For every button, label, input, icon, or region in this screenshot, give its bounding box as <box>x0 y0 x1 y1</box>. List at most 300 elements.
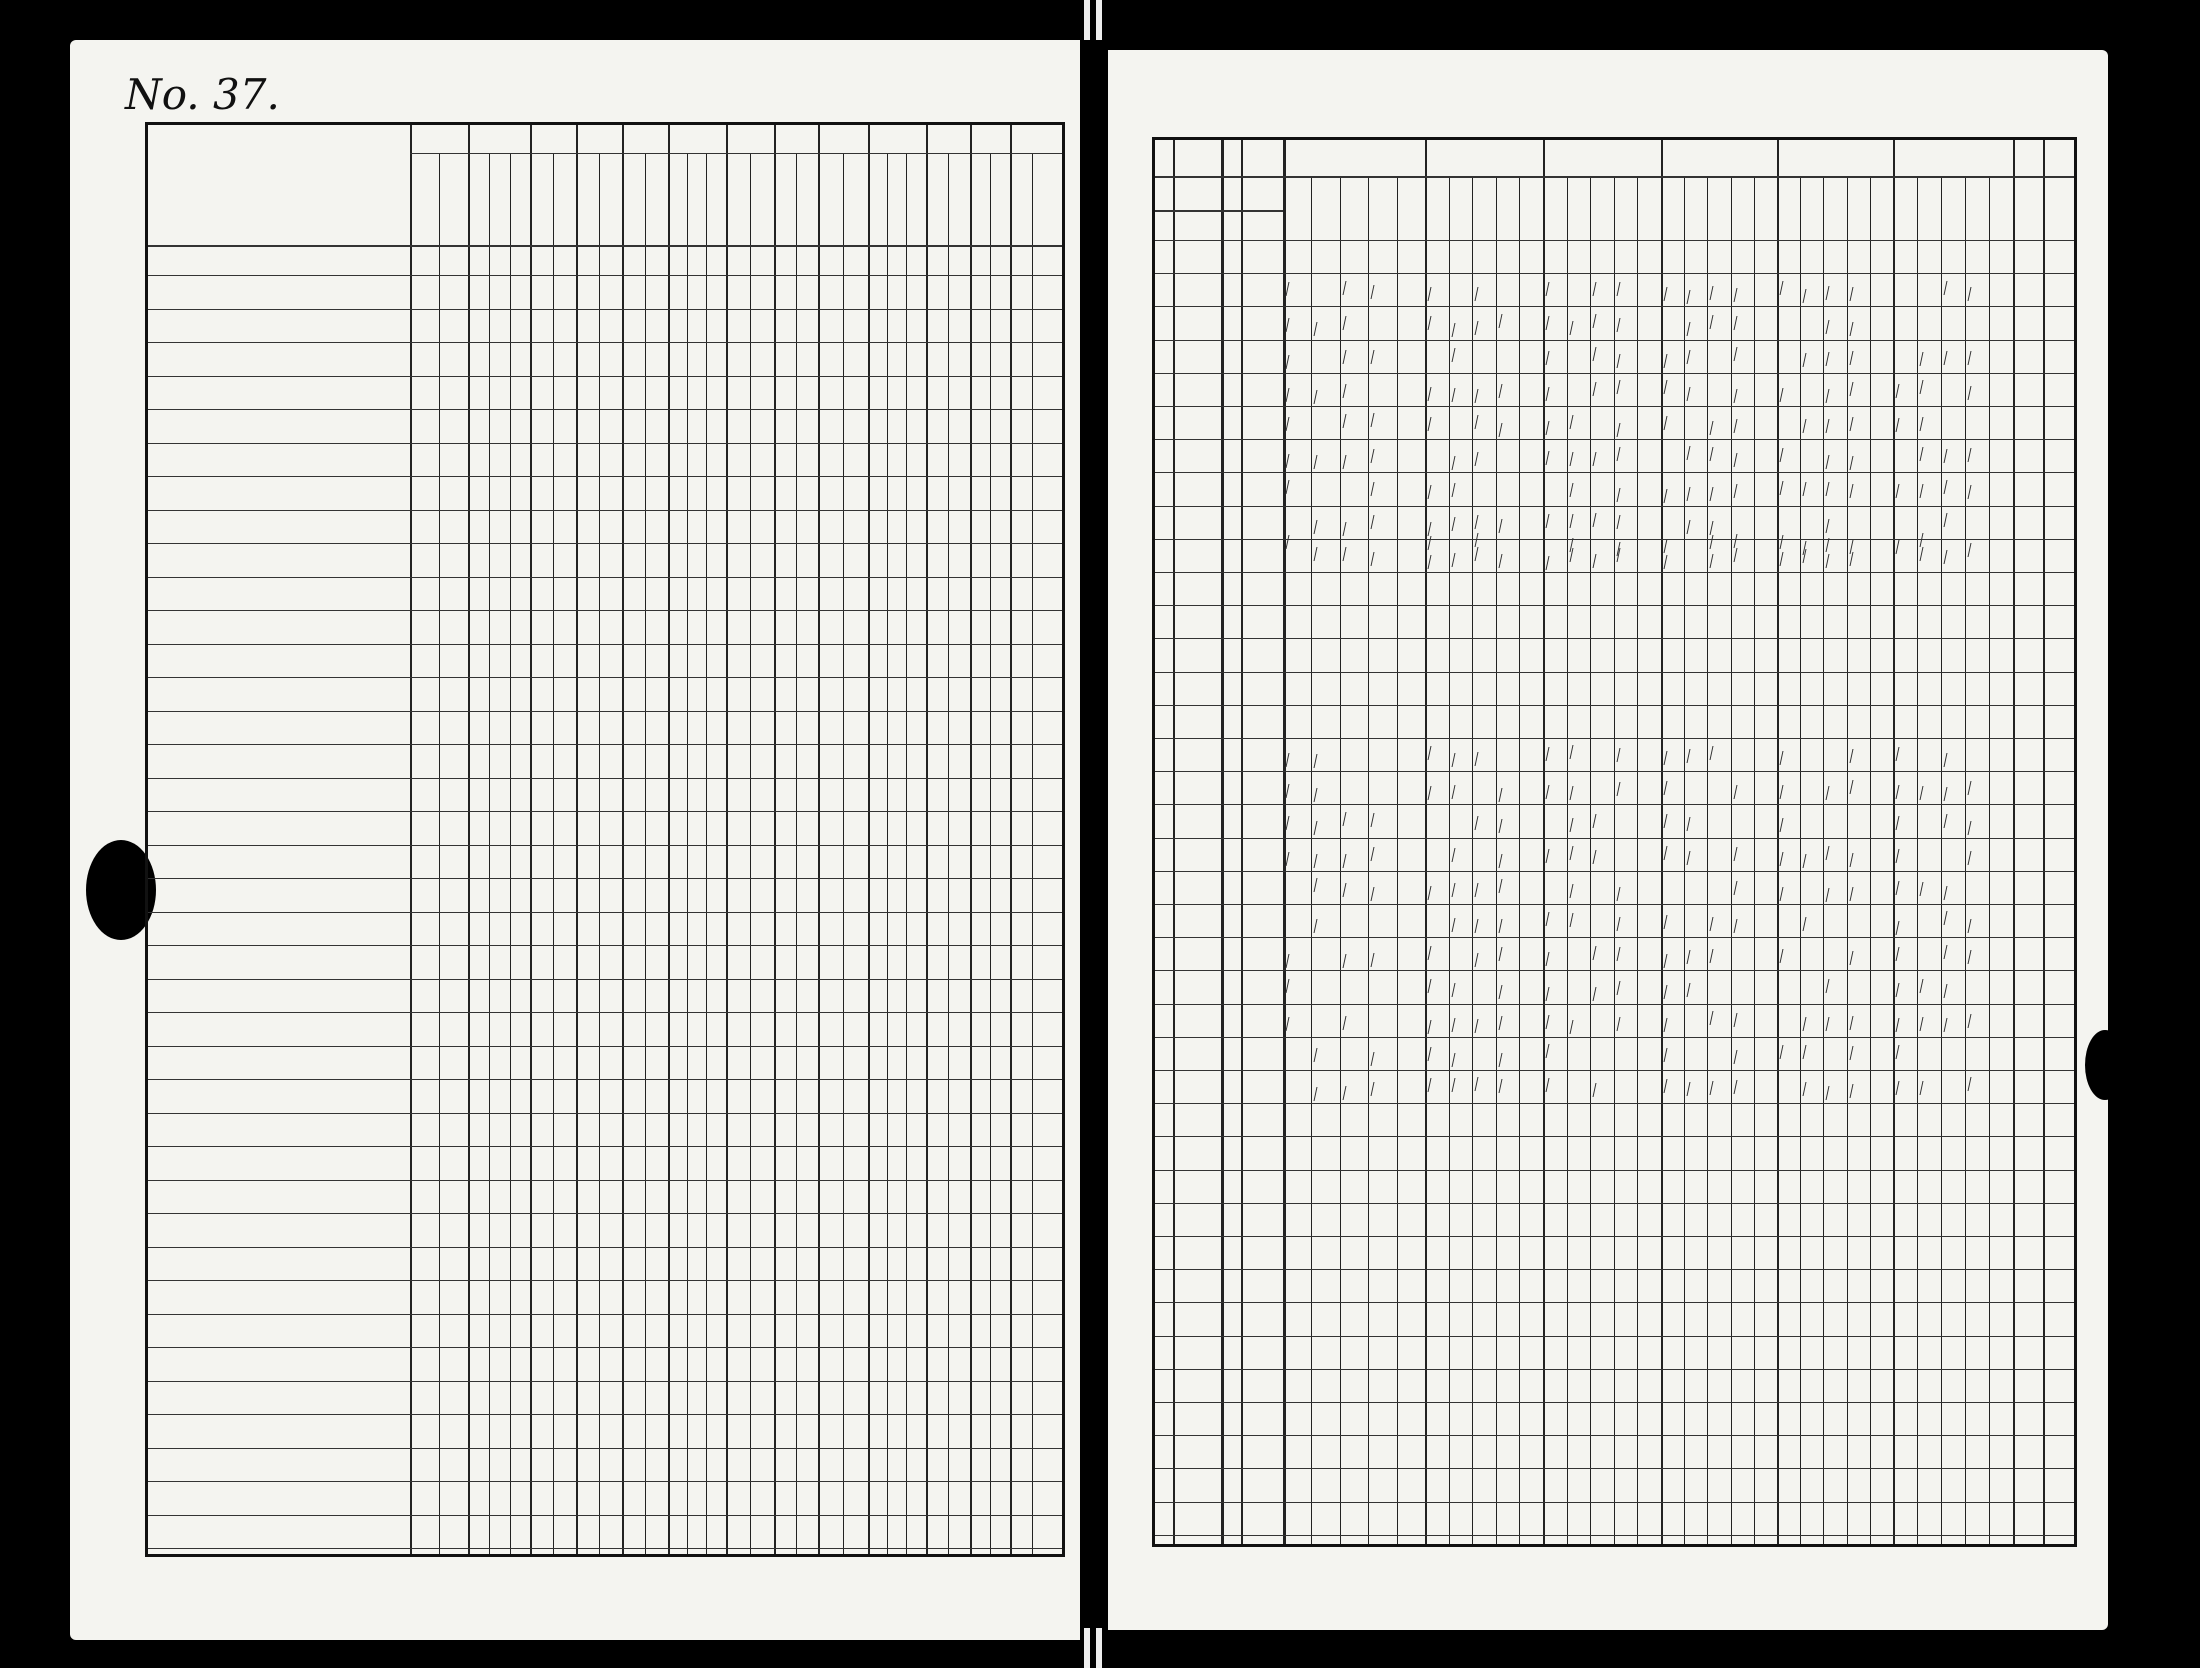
tally-mark <box>1710 917 1724 931</box>
tally-mark <box>1593 452 1607 466</box>
tally-mark <box>1546 987 1560 1001</box>
row-rule <box>148 610 1062 611</box>
tally-mark <box>1849 887 1863 901</box>
tally-mark <box>1498 384 1512 398</box>
tally-mark <box>1286 388 1300 402</box>
tally-mark <box>1371 350 1385 364</box>
tally-mark <box>1710 315 1724 329</box>
tally-mark <box>1849 1016 1863 1030</box>
row-rule <box>148 1414 1062 1415</box>
tally-mark <box>1616 380 1630 394</box>
tally-mark <box>1733 847 1747 861</box>
year-sub-rule <box>1917 176 1918 1544</box>
tally-mark <box>1664 489 1678 503</box>
year-sub-rule <box>1847 176 1848 1544</box>
sub-column-rule <box>510 153 511 1554</box>
row-rule <box>148 845 1062 846</box>
tally-mark <box>1428 522 1442 536</box>
tally-mark <box>1286 480 1300 494</box>
tally-mark <box>1314 455 1328 469</box>
tally-mark <box>1826 352 1840 366</box>
tally-mark <box>1920 417 1934 431</box>
tally-mark <box>1475 883 1489 897</box>
row-rule <box>148 945 1062 946</box>
tally-mark <box>1968 543 1982 557</box>
tally-mark <box>1546 316 1560 330</box>
tally-mark <box>1687 983 1701 997</box>
tally-mark <box>1593 946 1607 960</box>
tally-mark <box>1314 878 1328 892</box>
tally-mark <box>1498 854 1512 868</box>
spine-mark <box>1096 1628 1102 1668</box>
tally-mark <box>1593 347 1607 361</box>
tally-mark <box>1286 454 1300 468</box>
tally-mark <box>1498 819 1512 833</box>
tally-mark <box>1733 316 1747 330</box>
row-rule <box>1155 871 2074 872</box>
tally-mark <box>1896 418 1910 432</box>
tally-mark <box>1546 421 1560 435</box>
tally-mark <box>1616 1017 1630 1031</box>
tally-mark <box>1826 389 1840 403</box>
tally-mark <box>1896 881 1910 895</box>
year-sub-rule <box>1707 176 1708 1544</box>
tally-mark <box>1475 752 1489 766</box>
tally-mark <box>1498 985 1512 999</box>
tally-mark <box>1569 1020 1583 1034</box>
tally-mark <box>1944 480 1958 494</box>
tally-mark <box>1968 386 1982 400</box>
tally-mark <box>1286 318 1300 332</box>
row-rule <box>1155 273 2074 274</box>
tally-mark <box>1314 821 1328 835</box>
tally-mark <box>1710 746 1724 760</box>
row-rule <box>148 979 1062 980</box>
tally-mark <box>1803 1017 1817 1031</box>
tally-mark <box>1569 514 1583 528</box>
tally-mark <box>1342 522 1356 536</box>
tally-mark <box>1896 1018 1910 1032</box>
row-rule <box>1155 771 2074 772</box>
spine-mark <box>1096 0 1102 40</box>
tally-mark <box>1664 380 1678 394</box>
tally-mark <box>1546 351 1560 365</box>
tally-mark <box>1286 954 1300 968</box>
tally-mark <box>1968 351 1982 365</box>
tally-mark <box>1286 753 1300 767</box>
row-rule <box>148 1548 1062 1549</box>
row-rule <box>1155 638 2074 639</box>
row-rule <box>148 1515 1062 1516</box>
year-sub-rule <box>1731 176 1732 1544</box>
column-rule <box>926 125 928 1554</box>
tally-mark <box>1286 355 1300 369</box>
tally-mark <box>1475 547 1489 561</box>
tally-mark <box>1475 919 1489 933</box>
tally-mark <box>1616 887 1630 901</box>
tally-mark <box>1944 753 1958 767</box>
tally-mark <box>1475 533 1489 547</box>
tally-mark <box>1286 535 1300 549</box>
tally-mark <box>1546 387 1560 401</box>
tally-mark <box>1780 1045 1794 1059</box>
tally-mark <box>1733 484 1747 498</box>
row-rule <box>1155 1369 2074 1370</box>
sub-column-rule <box>990 153 991 1554</box>
tally-mark <box>1920 533 1934 547</box>
row-rule <box>1155 605 2074 606</box>
tally-mark <box>1593 314 1607 328</box>
tally-mark <box>1475 287 1489 301</box>
row-rule <box>148 1381 1062 1382</box>
tally-mark <box>1286 784 1300 798</box>
tally-mark <box>1546 556 1560 570</box>
tally-mark <box>1733 347 1747 361</box>
sub-column-rule <box>706 153 707 1554</box>
tally-mark <box>1664 416 1678 430</box>
tally-mark <box>1451 553 1465 567</box>
tally-mark <box>1944 1018 1958 1032</box>
tally-mark <box>1733 534 1747 548</box>
row-rule <box>1155 406 2074 407</box>
tally-mark <box>1896 384 1910 398</box>
row-rule <box>1155 1269 2074 1270</box>
tally-mark <box>1826 538 1840 552</box>
tally-mark <box>1803 353 1817 367</box>
sub-column-rule <box>645 153 646 1554</box>
tally-mark <box>1664 1048 1678 1062</box>
tally-mark <box>1849 417 1863 431</box>
row-rule <box>1155 1502 2074 1503</box>
row-rule <box>1155 904 2074 905</box>
tally-mark <box>1780 535 1794 549</box>
tally-mark <box>1968 287 1982 301</box>
tally-mark <box>1826 786 1840 800</box>
tally-mark <box>1546 912 1560 926</box>
column-rule <box>774 125 776 1554</box>
tally-mark <box>1498 314 1512 328</box>
tally-mark <box>1593 814 1607 828</box>
tally-mark <box>1664 354 1678 368</box>
tally-mark <box>1616 947 1630 961</box>
tally-mark <box>1826 482 1840 496</box>
row-rule <box>1155 1136 2074 1137</box>
tally-mark <box>1803 419 1817 433</box>
tally-mark <box>1314 322 1328 336</box>
tally-mark <box>1475 1077 1489 1091</box>
tally-mark <box>1616 423 1630 437</box>
row-rule <box>1155 1468 2074 1469</box>
tally-mark <box>1314 390 1328 404</box>
tally-mark <box>1710 521 1724 535</box>
tally-mark <box>1968 821 1982 835</box>
tally-mark <box>1546 849 1560 863</box>
tally-mark <box>1286 1017 1300 1031</box>
tally-mark <box>1451 918 1465 932</box>
tally-mark <box>1342 812 1356 826</box>
tally-mark <box>1896 1081 1910 1095</box>
tally-mark <box>1687 817 1701 831</box>
tally-mark <box>1664 1079 1678 1093</box>
tally-mark <box>1314 1048 1328 1062</box>
tally-mark <box>1968 1014 1982 1028</box>
sub-column-rule <box>687 153 688 1554</box>
tally-mark <box>1803 1045 1817 1059</box>
tally-mark <box>1475 1019 1489 1033</box>
row-rule <box>148 1012 1062 1013</box>
column-rule <box>1173 140 1175 1544</box>
tally-mark <box>1428 555 1442 569</box>
tally-mark <box>1546 451 1560 465</box>
tally-mark <box>1451 983 1465 997</box>
tally-mark <box>1664 1018 1678 1032</box>
tally-mark <box>1546 514 1560 528</box>
tally-mark <box>1780 949 1794 963</box>
tally-mark <box>1944 351 1958 365</box>
row-rule <box>148 1146 1062 1147</box>
tally-mark <box>1371 482 1385 496</box>
book-spine <box>1080 0 1108 1668</box>
tally-mark <box>1569 818 1583 832</box>
tally-mark <box>1896 921 1910 935</box>
tally-mark <box>1451 1053 1465 1067</box>
tally-mark <box>1920 1017 1934 1031</box>
tally-mark <box>1428 786 1442 800</box>
folio-number: No. 37. <box>125 70 280 119</box>
row-rule <box>1155 970 2074 971</box>
tally-mark <box>1342 1086 1356 1100</box>
tally-mark <box>1944 513 1958 527</box>
row-rule <box>148 376 1062 377</box>
tally-mark <box>1803 854 1817 868</box>
tally-mark <box>1371 515 1385 529</box>
tally-mark <box>1616 981 1630 995</box>
tally-mark <box>1314 854 1328 868</box>
column-rule <box>1661 140 1663 1544</box>
tally-mark <box>1593 1083 1607 1097</box>
tally-mark <box>1849 382 1863 396</box>
column-rule <box>622 125 624 1554</box>
tally-mark <box>1733 1013 1747 1027</box>
row-rule <box>148 1079 1062 1080</box>
tally-mark <box>1371 813 1385 827</box>
tally-mark <box>1968 781 1982 795</box>
row-rule <box>148 1247 1062 1248</box>
tally-mark <box>1944 449 1958 463</box>
tally-mark <box>1849 951 1863 965</box>
tally-mark <box>1314 1087 1328 1101</box>
year-sub-rule <box>1496 176 1497 1544</box>
year-sub-rule <box>1823 176 1824 1544</box>
tally-mark <box>1710 447 1724 461</box>
tally-mark <box>1342 316 1356 330</box>
tally-mark <box>1780 388 1794 402</box>
tally-mark <box>1286 417 1300 431</box>
tally-mark <box>1616 488 1630 502</box>
tally-mark <box>1314 919 1328 933</box>
tally-mark <box>1687 1082 1701 1096</box>
tally-mark <box>1968 851 1982 865</box>
tally-mark <box>1944 550 1958 564</box>
tally-mark <box>1849 322 1863 336</box>
tally-mark <box>1475 816 1489 830</box>
tally-mark <box>1428 536 1442 550</box>
row-rule <box>1155 672 2074 673</box>
year-sub-rule <box>1800 176 1801 1544</box>
tally-mark <box>1920 882 1934 896</box>
sub-column-rule <box>489 153 490 1554</box>
tally-mark <box>1428 946 1442 960</box>
year-sub-rule <box>1368 176 1369 1544</box>
tally-mark <box>1826 286 1840 300</box>
row-rule <box>148 711 1062 712</box>
column-rule <box>1777 140 1779 1544</box>
tally-mark <box>1920 786 1934 800</box>
tally-mark <box>1826 1086 1840 1100</box>
row-rule <box>1155 1402 2074 1403</box>
row-rule <box>1155 1236 2074 1237</box>
tally-mark <box>1896 785 1910 799</box>
record-table <box>1152 137 2077 1547</box>
row-rule <box>1155 1203 2074 1204</box>
tally-mark <box>1896 484 1910 498</box>
tally-mark <box>1849 1084 1863 1098</box>
tally-mark <box>1371 1082 1385 1096</box>
tally-mark <box>1569 538 1583 552</box>
tally-mark <box>1968 485 1982 499</box>
tally-mark <box>1371 552 1385 566</box>
row-rule <box>1155 373 2074 374</box>
tally-mark <box>1475 389 1489 403</box>
year-sub-rule <box>1590 176 1591 1544</box>
column-rule <box>1543 140 1545 1544</box>
tally-mark <box>1826 519 1840 533</box>
tally-mark <box>1849 552 1863 566</box>
tally-mark <box>1498 1079 1512 1093</box>
tally-mark <box>1371 285 1385 299</box>
row-rule <box>148 1314 1062 1315</box>
tally-mark <box>1826 455 1840 469</box>
tally-mark <box>1498 519 1512 533</box>
catechetical-table <box>145 122 1065 1557</box>
tally-mark <box>1944 281 1958 295</box>
tally-mark <box>1710 286 1724 300</box>
row-rule <box>148 811 1062 812</box>
tally-mark <box>1780 448 1794 462</box>
tally-mark <box>1475 415 1489 429</box>
tally-mark <box>1664 555 1678 569</box>
column-rule <box>1893 140 1895 1544</box>
tally-mark <box>1451 323 1465 337</box>
sub-column-rule <box>843 153 844 1554</box>
tally-mark <box>1342 455 1356 469</box>
row-rule <box>148 1113 1062 1114</box>
tally-mark <box>1428 1047 1442 1061</box>
tally-mark <box>1826 979 1840 993</box>
tally-mark <box>1314 547 1328 561</box>
sub-column-rule <box>887 153 888 1554</box>
tally-mark <box>1546 1044 1560 1058</box>
tally-mark <box>1687 322 1701 336</box>
sub-column-rule <box>553 153 554 1554</box>
tally-mark <box>1593 513 1607 527</box>
tally-mark <box>1849 780 1863 794</box>
tally-mark <box>1803 917 1817 931</box>
row-rule <box>1155 838 2074 839</box>
tally-mark <box>1498 919 1512 933</box>
header-rule <box>1155 210 1283 212</box>
tally-mark <box>1780 552 1794 566</box>
row-rule <box>148 342 1062 343</box>
row-rule <box>148 275 1062 276</box>
tally-mark <box>1569 415 1583 429</box>
row-rule <box>1155 705 2074 706</box>
column-rule <box>1425 140 1427 1544</box>
year-sub-rule <box>1614 176 1615 1544</box>
tally-mark <box>1849 456 1863 470</box>
row-rule <box>148 644 1062 645</box>
tally-mark <box>1896 983 1910 997</box>
column-rule <box>818 125 820 1554</box>
tally-mark <box>1475 953 1489 967</box>
year-sub-rule <box>1637 176 1638 1544</box>
tally-mark <box>1803 1082 1817 1096</box>
tally-mark <box>1780 818 1794 832</box>
tally-mark <box>1710 1081 1724 1095</box>
row-rule <box>148 878 1062 879</box>
column-rule <box>1010 125 1012 1554</box>
tally-mark <box>1944 911 1958 925</box>
column-rule <box>530 125 532 1554</box>
tally-mark <box>1371 413 1385 427</box>
column-rule <box>2013 140 2015 1544</box>
tally-mark <box>1920 979 1934 993</box>
tally-mark <box>1616 282 1630 296</box>
tally-mark <box>1687 350 1701 364</box>
tally-mark <box>1616 917 1630 931</box>
row-rule <box>148 1347 1062 1348</box>
tally-mark <box>1569 483 1583 497</box>
row-rule <box>148 744 1062 745</box>
tally-mark <box>1371 449 1385 463</box>
tally-mark <box>1428 316 1442 330</box>
row-rule <box>1155 472 2074 473</box>
tally-mark <box>1944 886 1958 900</box>
tally-mark <box>1593 282 1607 296</box>
year-sub-rule <box>1449 176 1450 1544</box>
year-sub-rule <box>1397 176 1398 1544</box>
row-rule <box>148 443 1062 444</box>
column-rule <box>576 125 578 1554</box>
year-sub-rule <box>1340 176 1341 1544</box>
tally-mark <box>1451 883 1465 897</box>
tally-mark <box>1314 788 1328 802</box>
tally-mark <box>1664 915 1678 929</box>
tally-mark <box>1475 515 1489 529</box>
tally-mark <box>1896 1045 1910 1059</box>
tally-mark <box>1687 446 1701 460</box>
row-rule <box>1155 738 2074 739</box>
row-rule <box>1155 240 2074 241</box>
tally-mark <box>1780 281 1794 295</box>
tally-mark <box>1710 949 1724 963</box>
tally-mark <box>1944 945 1958 959</box>
tally-mark <box>1371 847 1385 861</box>
tally-mark <box>1920 380 1934 394</box>
sub-column-rule <box>796 153 797 1554</box>
tally-mark <box>1451 1078 1465 1092</box>
row-rule <box>148 476 1062 477</box>
